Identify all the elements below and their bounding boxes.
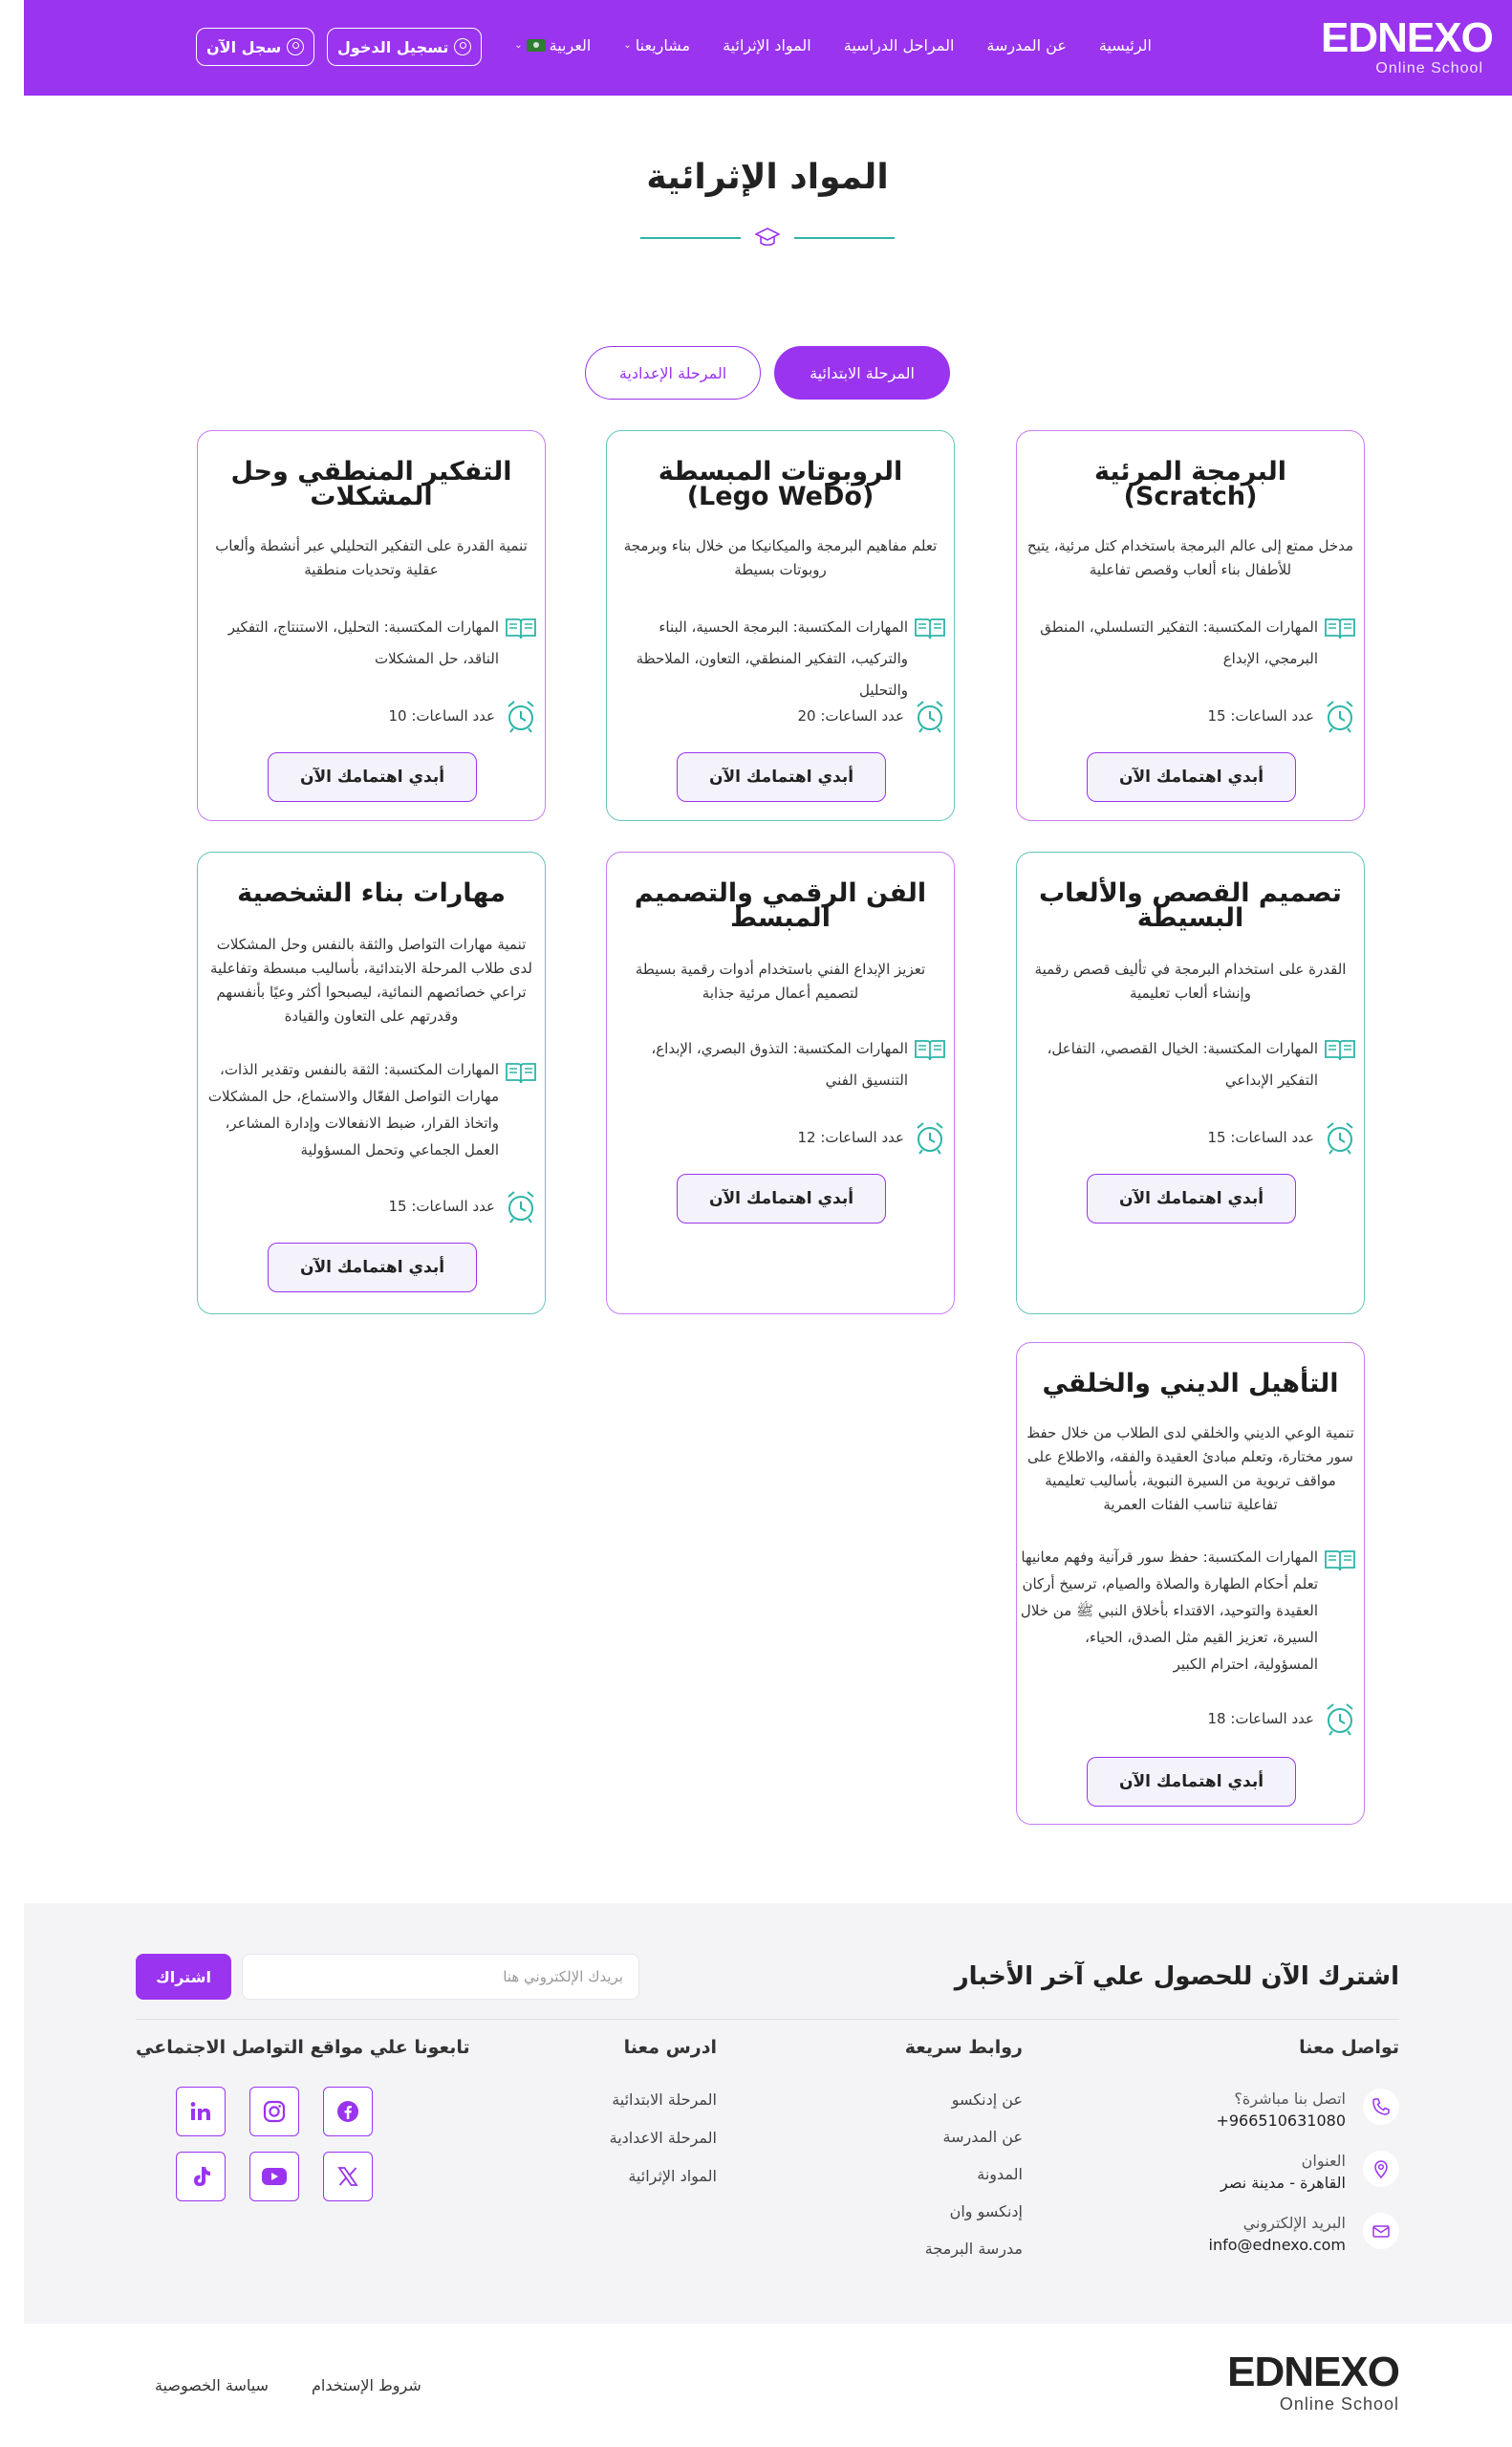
express-interest-button[interactable]: أبدي اهتمامك الآن bbox=[1087, 1757, 1296, 1807]
address-value: القاهرة - مدينة نصر bbox=[1220, 2174, 1346, 2192]
subscribe-title: اشترك الآن للحصول علي آخر الأخبار bbox=[954, 1962, 1399, 1991]
nav-home[interactable]: الرئيسية bbox=[1098, 36, 1152, 54]
course-hours bbox=[388, 1189, 537, 1224]
logo-text: EDNEXO bbox=[1227, 2349, 1399, 2395]
book-icon bbox=[914, 1037, 946, 1062]
social-title: تابعونا علي مواقع التواصل الاجتماعي bbox=[136, 2037, 470, 2058]
nav-language[interactable] bbox=[514, 36, 591, 54]
skills-text: المهارات المكتسبة: البرمجة الحسية، البناء والتركيب، التفكير المنطقي، التعاون، الملاحظة والتحليل bbox=[636, 618, 908, 699]
course-card bbox=[1016, 1342, 1365, 1825]
alarm-clock-icon bbox=[914, 1120, 946, 1155]
youtube-icon[interactable] bbox=[249, 2152, 299, 2201]
privacy-link[interactable]: سياسة الخصوصية bbox=[155, 2376, 269, 2394]
footer-link[interactable]: إدنكسو وان bbox=[949, 2202, 1023, 2220]
login-button[interactable] bbox=[327, 28, 482, 66]
course-hours bbox=[388, 699, 537, 733]
skills-text: المهارات المكتسبة: التفكير التسلسلي، المنطق البرمجي، الإبداع bbox=[1040, 618, 1318, 667]
course-card bbox=[1016, 430, 1365, 821]
user-icon bbox=[454, 38, 471, 55]
course-description: القدرة على استخدام البرمجة في تأليف قصص رقمية وإنشاء ألعاب تعليمية bbox=[1034, 961, 1347, 1002]
course-skills bbox=[198, 1056, 537, 1163]
user-icon bbox=[287, 38, 304, 55]
contact-title: تواصل معنا bbox=[1299, 2037, 1399, 2058]
course-description: مدخل ممتع إلى عالم البرمجة باستخدام كتل مرئية، يتيح للأطفال بناء ألعاب وقصص تفاعلية bbox=[1026, 537, 1354, 578]
alarm-clock-icon bbox=[505, 1189, 537, 1224]
express-interest-button[interactable]: أبدي اهتمامك الآن bbox=[677, 752, 886, 802]
footer-link[interactable]: المرحلة الابتدائية bbox=[612, 2090, 717, 2109]
quick-links-title: روابط سريعة bbox=[904, 2037, 1023, 2058]
course-description: تعزيز الإبداع الفني باستخدام أدوات رقمية بسيطة لتصميم أعمال مرئية جذابة bbox=[635, 961, 926, 1002]
course-card bbox=[197, 430, 546, 821]
course-hours bbox=[797, 699, 946, 733]
course-description: تعلم مفاهيم البرمجة والميكانيكا من خلال بناء وبرمجة روبوتات بسيطة bbox=[623, 537, 938, 578]
study-with-us-title: ادرس معنا bbox=[623, 2037, 717, 2058]
skills-text: المهارات المكتسبة: الثقة بالنفس وتقدير الذات، مهارات التواصل الفعّال والاستماع، حل المشكلات واتخاذ القرار، ضبط الانفعالات وإدارة المشاعر، العمل الجماعي وتحمل المسؤولية bbox=[207, 1061, 499, 1159]
email-input[interactable]: بريدك الإلكتروني هنا bbox=[242, 1954, 639, 2000]
logo-subtitle: Online School bbox=[1279, 2394, 1399, 2414]
course-card bbox=[606, 852, 955, 1314]
course-title: التأهيل الديني والخلقي bbox=[1042, 1369, 1339, 1398]
x-icon[interactable] bbox=[323, 2152, 373, 2201]
contact-email bbox=[1209, 2213, 1399, 2257]
contact-label: البريد الإلكتروني bbox=[1242, 2214, 1346, 2232]
footer-link[interactable]: المواد الإثرائية bbox=[628, 2167, 717, 2185]
instagram-icon[interactable] bbox=[249, 2087, 299, 2136]
course-skills bbox=[607, 612, 946, 706]
course-title: التفكير المنطقي وحل المشكلات bbox=[230, 457, 512, 511]
course-description: تنمية مهارات التواصل والثقة بالنفس وحل المشكلات لدى طلاب المرحلة الابتدائية، بأساليب مبسطة وتفاعلية تراعي خصائصهم النمائية، ليصبحوا أكثر وعيًا بأنفسهم وقدرتهم على التعاون والقيادة bbox=[210, 936, 532, 1025]
course-title: الروبوتات المبسطة (Lego WeDo) bbox=[658, 457, 903, 511]
alarm-clock-icon bbox=[1324, 1120, 1356, 1155]
express-interest-button[interactable]: أبدي اهتمامك الآن bbox=[677, 1174, 886, 1224]
nav-language-label: العربية bbox=[549, 36, 592, 54]
footer-link[interactable]: المدونة bbox=[977, 2165, 1023, 2183]
course-hours bbox=[1207, 699, 1356, 733]
course-skills bbox=[198, 612, 537, 675]
logo-subtitle: Online School bbox=[1375, 60, 1483, 76]
book-icon bbox=[1324, 1037, 1356, 1062]
nav-projects-label: مشاريعنا bbox=[635, 36, 691, 54]
title-divider bbox=[640, 226, 895, 249]
nav-stages[interactable]: المراحل الدراسية bbox=[843, 36, 955, 54]
express-interest-button[interactable]: أبدي اهتمامك الآن bbox=[268, 1243, 477, 1292]
course-skills bbox=[607, 1033, 946, 1096]
course-card bbox=[606, 430, 955, 821]
express-interest-button[interactable]: أبدي اهتمامك الآن bbox=[1087, 1174, 1296, 1224]
contact-phone bbox=[1216, 2089, 1399, 2133]
logo-text: EDNEXO bbox=[1321, 14, 1493, 61]
footer-logo[interactable] bbox=[1208, 2351, 1399, 2418]
course-skills bbox=[1017, 612, 1356, 675]
book-icon bbox=[1324, 616, 1356, 640]
contact-label: العنوان bbox=[1301, 2152, 1346, 2170]
footer-link[interactable]: المرحلة الاعدادية bbox=[609, 2129, 717, 2147]
page-title: المواد الإثرائية bbox=[646, 158, 889, 197]
footer-separator bbox=[136, 2019, 1399, 2020]
course-title: تصميم القصص والألعاب البسيطة bbox=[1039, 878, 1342, 933]
register-label: سجل الآن bbox=[206, 37, 282, 56]
footer-link[interactable]: عن إدنكسو bbox=[951, 2090, 1023, 2109]
express-interest-button[interactable]: أبدي اهتمامك الآن bbox=[1087, 752, 1296, 802]
hours-text: عدد الساعات: 15 bbox=[1207, 707, 1314, 725]
alarm-clock-icon bbox=[505, 699, 537, 733]
footer-link[interactable]: عن المدرسة bbox=[942, 2128, 1023, 2146]
contact-label: اتصل بنا مباشرة؟ bbox=[1234, 2090, 1346, 2108]
login-label: تسجيل الدخول bbox=[337, 37, 449, 56]
terms-link[interactable]: شروط الإستخدام bbox=[312, 2376, 421, 2394]
express-interest-button[interactable]: أبدي اهتمامك الآن bbox=[268, 752, 477, 802]
course-hours bbox=[1207, 1120, 1356, 1155]
header-logo[interactable] bbox=[1321, 14, 1493, 78]
course-hours bbox=[1207, 1701, 1356, 1736]
skills-text: المهارات المكتسبة: التحليل، الاستنتاج، التفكير الناقد، حل المشكلات bbox=[227, 618, 499, 667]
email-value[interactable]: info@ednexo.com bbox=[1208, 2236, 1346, 2254]
phone-number[interactable]: +966510631080 bbox=[1216, 2111, 1346, 2130]
alarm-clock-icon bbox=[914, 699, 946, 733]
chevron-down-icon: ⌄ bbox=[514, 40, 523, 51]
linkedin-icon[interactable] bbox=[176, 2087, 226, 2136]
divider-line bbox=[794, 237, 895, 239]
course-skills bbox=[1017, 1033, 1356, 1096]
nav-enrichment[interactable]: المواد الإثرائية bbox=[723, 36, 811, 54]
course-description: تنمية الوعي الديني والخلقي لدى الطلاب من خلال حفظ سور مختارة، وتعلم مبادئ العقيدة والفقه، والاطلاع على مواقف تربوية من السيرة النبوية، بأساليب تعليمية تفاعلية تناسب الفئات العمرية bbox=[1026, 1424, 1354, 1513]
book-icon bbox=[1324, 1548, 1356, 1572]
book-icon bbox=[914, 616, 946, 640]
book-icon bbox=[505, 616, 537, 640]
chevron-down-icon: ⌄ bbox=[623, 40, 632, 51]
footer-link[interactable]: مدرسة البرمجة bbox=[924, 2240, 1023, 2258]
course-hours bbox=[797, 1120, 946, 1155]
hours-text: عدد الساعات: 12 bbox=[797, 1129, 904, 1146]
book-icon bbox=[505, 1060, 537, 1085]
hours-text: عدد الساعات: 15 bbox=[1207, 1129, 1314, 1146]
course-title: الفن الرقمي والتصميم المبسط bbox=[634, 878, 927, 933]
skills-text: المهارات المكتسبة: التذوق البصري، الإبداع، التنسيق الفني bbox=[651, 1040, 908, 1089]
skills-text: المهارات المكتسبة: الخيال القصصي، التفاعل، التفكير الإبداعي bbox=[1047, 1040, 1318, 1089]
contact-address bbox=[1220, 2151, 1399, 2195]
alarm-clock-icon bbox=[1324, 1701, 1356, 1736]
hours-text: عدد الساعات: 18 bbox=[1207, 1710, 1314, 1727]
graduation-cap-icon bbox=[755, 226, 780, 249]
tiktok-icon[interactable] bbox=[176, 2152, 226, 2201]
course-card bbox=[197, 852, 546, 1314]
skills-text: المهارات المكتسبة: حفظ سور قرآنية وفهم معانيها تعلم أحكام الطهارة والصلاة والصيام، ترسيخ أركان العقيدة والتوحيد، الاقتداء بأخلاق النبي ﷺ من خلال السيرة، تعزيز القيم مثل الصدق، الحياء، المسؤولية، احترام الكبير bbox=[1020, 1548, 1318, 1673]
main-nav bbox=[514, 36, 1152, 54]
course-title: البرمجة المرئية (Scratch) bbox=[1094, 457, 1286, 511]
tab-primary-stage[interactable]: المرحلة الابتدائية bbox=[774, 346, 950, 400]
mail-icon bbox=[1363, 2213, 1399, 2249]
hours-text: عدد الساعات: 20 bbox=[797, 707, 904, 725]
phone-icon bbox=[1363, 2089, 1399, 2125]
divider-line bbox=[640, 237, 741, 239]
course-skills bbox=[1017, 1544, 1356, 1678]
alarm-clock-icon bbox=[1324, 699, 1356, 733]
course-title: مهارات بناء الشخصية bbox=[237, 878, 506, 908]
subscribe-button[interactable]: اشتراك bbox=[136, 1954, 231, 2000]
tab-preparatory-stage[interactable]: المرحلة الإعدادية bbox=[585, 346, 761, 400]
nav-projects[interactable] bbox=[623, 36, 690, 54]
nav-about-school[interactable]: عن المدرسة bbox=[986, 36, 1067, 54]
hours-text: عدد الساعات: 10 bbox=[388, 707, 495, 725]
location-pin-icon bbox=[1363, 2151, 1399, 2187]
course-description: تنمية القدرة على التفكير التحليلي عبر أنشطة وألعاب عقلية وتحديات منطقية bbox=[215, 537, 528, 578]
register-button[interactable] bbox=[196, 28, 314, 66]
top-header bbox=[24, 0, 1512, 96]
course-card bbox=[1016, 852, 1365, 1314]
facebook-icon[interactable] bbox=[323, 2087, 373, 2136]
saudi-flag-icon bbox=[527, 39, 546, 52]
hours-text: عدد الساعات: 15 bbox=[388, 1198, 495, 1215]
